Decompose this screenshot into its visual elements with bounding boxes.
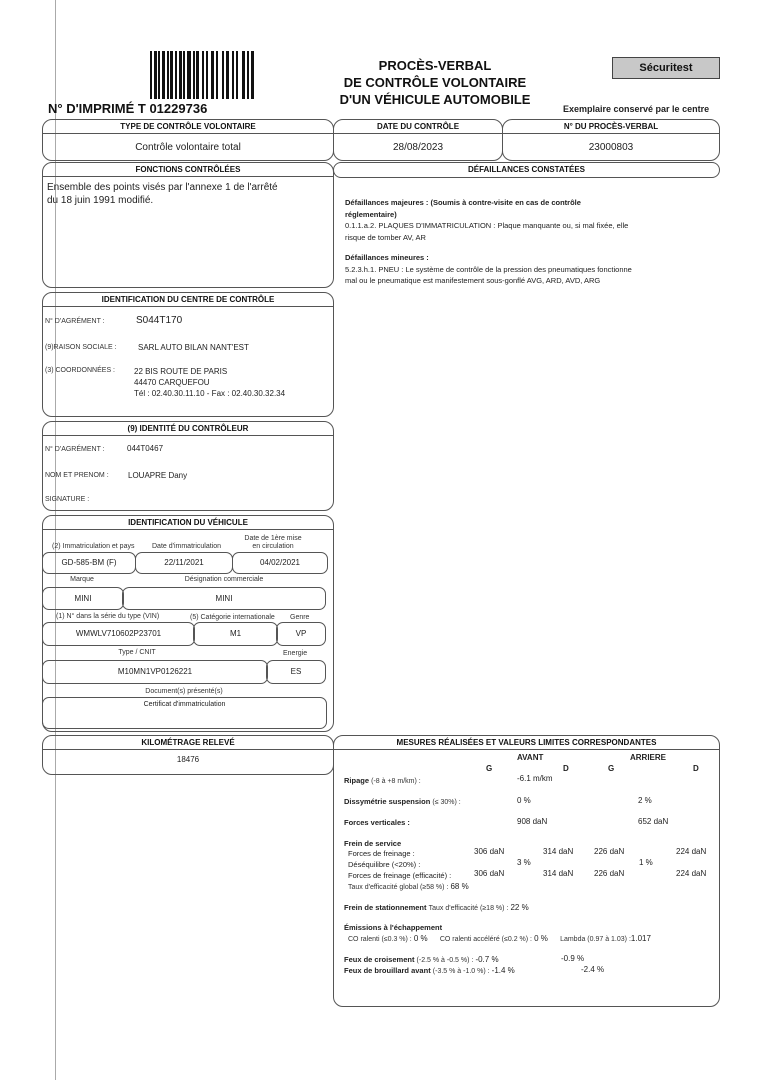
immat-label: (2) Immatriculation et pays (52, 543, 135, 550)
kilometrage-header: KILOMÉTRAGE RELEVÉ (43, 736, 333, 750)
documents-label: Document(s) présenté(s) (145, 688, 223, 695)
avant-g-label: G (486, 764, 493, 773)
majeures-item-line-1: 0.1.1.a.2. PLAQUES D'IMMATRICULATION : Plaque manquante ou, si mal fixée, elle (345, 221, 629, 230)
feux-croisement-row (344, 955, 499, 964)
premiere-mise-label-line-1: Date de 1ère mise (244, 535, 302, 542)
ripage-title: Ripage (344, 776, 370, 785)
forces-efficacite-label: Forces de freinage (efficacité) : (348, 871, 452, 880)
co-accelere-value: 0 % (534, 934, 548, 943)
controleur-nom-label: NOM ET PRENOM : (45, 472, 109, 479)
feux-brouillard-row (344, 966, 515, 975)
premiere-mise-label-line-2: en circulation (252, 543, 294, 550)
feux-croisement-gauche: -0.7 % (475, 955, 499, 964)
numero-pv-box (502, 119, 720, 161)
ripage-value: -6.1 m/km (517, 774, 553, 783)
defaillances-box (333, 162, 720, 178)
exemplaire-note: Exemplaire conservé par le centre (563, 104, 710, 114)
categorie-value: M1 (193, 622, 278, 646)
address-line-1: 22 BIS ROUTE DE PARIS (134, 367, 228, 376)
forces-efficacite-ard: 224 daN (676, 869, 707, 878)
forces-freinage-ard: 224 daN (676, 847, 707, 856)
fonctions-text-line-1: Ensemble des points visés par l'annexe 1 de l'arrêté (47, 182, 278, 193)
barcode (150, 51, 267, 99)
fonctions-box (42, 162, 334, 288)
dissymetrie-arriere: 2 % (638, 796, 652, 805)
signature-label: SIGNATURE : (45, 496, 90, 503)
avant-d-label: D (563, 764, 569, 773)
frein-stationnement-label: Taux d'efficacité (≥18 %) : (428, 905, 509, 912)
brand-badge: Sécuritest (612, 57, 720, 79)
type-controle-value: Contrôle volontaire total (135, 142, 241, 153)
forces-efficacite-arg: 226 daN (594, 869, 625, 878)
desequilibre-label: Déséquilibre (<20%) : (348, 860, 421, 869)
frein-service-title: Frein de service (344, 839, 402, 848)
dissymetrie-title: Dissymétrie suspension (344, 797, 431, 806)
co-accelere-label: CO ralenti accéléré (≤0.2 %) : (439, 936, 532, 943)
forces-verticales-arriere: 652 daN (638, 817, 669, 826)
date-controle-value: 28/08/2023 (392, 142, 444, 153)
taux-global-label: Taux d'efficacité global (≥58 %) : (348, 884, 449, 891)
numero-pv-header: N° DU PROCÈS-VERBAL (503, 120, 719, 134)
kilometrage-value: 18476 (176, 755, 200, 764)
arriere-g-label: G (608, 764, 615, 773)
vin-label: (1) N° dans la série du type (VIN) (56, 613, 160, 620)
energie-value: ES (266, 660, 326, 684)
controleur-agrement-value: 044T0467 (127, 444, 164, 453)
forces-freinage-avg: 306 daN (474, 847, 505, 856)
title-line-2: DE CONTRÔLE VOLONTAIRE (343, 75, 527, 90)
numero-pv-value: 23000803 (588, 142, 634, 153)
ripage-limits: (-8 à +8 m/km) : (371, 778, 421, 785)
genre-label: Genre (290, 614, 310, 621)
mineures-item-line-2: mal ou le pneumatique est manifestement sous-gonflé AVG, ARD, AVD, ARG (345, 276, 601, 285)
co-ralenti-value: 0 % (413, 934, 428, 943)
majeures-title-2: réglementaire) (345, 209, 397, 219)
forces-freinage-label: Forces de freinage : (348, 849, 415, 858)
marque-value: MINI (42, 587, 124, 610)
premiere-mise-value: 04/02/2021 (232, 552, 328, 574)
dissymetrie-row (344, 797, 461, 806)
ripage-row (344, 776, 421, 785)
type-controle-box (42, 119, 334, 161)
feux-croisement-limits: (-2.5 % à -0.5 %) : (416, 957, 474, 964)
arriere-label: ARRIERE (630, 753, 667, 762)
cnit-value: M10MN1VP0126221 (42, 660, 268, 684)
feux-brouillard-droite: -2.4 % (581, 965, 605, 974)
arriere-d-label: D (693, 764, 699, 773)
co-ralenti-label: CO ralenti (≤0.3 %) : (348, 936, 412, 943)
dissymetrie-limits: (≤ 30%) : (432, 799, 461, 806)
type-controle-header: TYPE DE CONTRÔLE VOLONTAIRE (43, 120, 333, 134)
mineures-title: Défaillances mineures : (345, 253, 429, 262)
coordonnees-label: (3) COORDONNÉES : (45, 367, 116, 374)
frein-stationnement-row (344, 903, 529, 912)
forces-freinage-arg: 226 daN (594, 847, 625, 856)
defaillances-header: DÉFAILLANCES CONSTATÉES (467, 165, 586, 174)
designation-label: Désignation commerciale (184, 576, 264, 583)
vehicule-header: IDENTIFICATION DU VÉHICULE (43, 516, 333, 530)
taux-global-value: 68 % (450, 882, 469, 891)
categorie-label: (5) Catégorie internationale (190, 614, 275, 621)
date-controle-header: DATE DU CONTRÔLE (334, 120, 502, 134)
premiere-mise-label (238, 535, 308, 551)
emissions-row (348, 934, 651, 943)
fonctions-header: FONCTIONS CONTRÔLÉES (43, 163, 333, 177)
fonctions-text-line-2: du 18 juin 1991 modifié. (47, 195, 154, 206)
title-line-3: D'UN VÉHICULE AUTOMOBILE (339, 92, 531, 107)
date-immat-label: Date d'immatriculation (152, 543, 222, 550)
centre-agrement-value: S044T170 (136, 315, 183, 326)
energie-label: Energie (283, 650, 308, 657)
feux-brouillard-limits: (-3.5 % à -1.0 %) : (432, 968, 490, 975)
dissymetrie-avant: 0 % (517, 796, 531, 805)
documents-value: Certificat d'immatriculation (42, 697, 327, 729)
kilometrage-box (42, 735, 334, 775)
cnit-label: Type / CNIT (118, 649, 156, 656)
raison-sociale-value: SARL AUTO BILAN NANT'EST (138, 343, 249, 352)
address-line-2: 44470 CARQUEFOU (134, 378, 210, 387)
imprime-number: N° D'IMPRIMÉ T 01229736 (48, 101, 208, 116)
marque-label: Marque (70, 576, 94, 583)
forces-freinage-avd: 314 daN (543, 847, 574, 856)
feux-brouillard-gauche: -1.4 % (491, 966, 515, 975)
centre-agrement-label: N° D'AGRÉMENT : (45, 318, 105, 325)
raison-sociale-label: (9)RAISON SOCIALE : (45, 344, 117, 351)
defaillances-content (345, 197, 715, 287)
phone-fax: Tél : 02.40.30.11.10 - Fax : 02.40.30.32.34 (134, 389, 286, 398)
controleur-header: (9) IDENTITÉ DU CONTRÔLEUR (43, 422, 333, 436)
forces-efficacite-avd: 314 daN (543, 869, 574, 878)
controleur-nom-value: LOUAPRE Dany (128, 471, 188, 480)
mineures-item-line-1: 5.2.3.h.1. PNEU : Le système de contrôle de la pression des pneumatiques fonctionne (345, 264, 632, 274)
lambda-label: Lambda (0.97 à 1.03) : (560, 936, 631, 943)
title-line-1: PROCÈS-VERBAL (378, 58, 492, 73)
avant-label: AVANT (517, 753, 544, 762)
immat-value: GD-585-BM (F) (42, 552, 136, 574)
frein-stationnement-title: Frein de stationnement (344, 903, 427, 912)
date-controle-box (333, 119, 503, 161)
majeures-title: Défaillances majeures : (Soumis à contre-visite en cas de contrôle (345, 198, 581, 207)
forces-efficacite-avg: 306 daN (474, 869, 505, 878)
forces-verticales-label: Forces verticales : (344, 818, 410, 827)
forces-verticales-avant: 908 daN (517, 817, 548, 826)
controleur-agrement-label: N° D'AGRÉMENT : (45, 446, 105, 453)
lambda-value: 1.017 (630, 934, 651, 943)
feux-brouillard-title: Feux de brouillard avant (344, 966, 431, 975)
mesures-header: MESURES RÉALISÉES ET VALEURS LIMITES CORRESPONDANTES (334, 736, 719, 750)
date-immat-value: 22/11/2021 (135, 552, 233, 574)
designation-value: MINI (122, 587, 326, 610)
majeures-item-line-2: risque de tomber AV, AR (345, 232, 426, 242)
coordonnees-value (134, 366, 285, 399)
vin-value: WMWLV710602P23701 (42, 622, 195, 646)
frein-stationnement-value: 22 % (510, 903, 529, 912)
document-title (330, 57, 540, 108)
desequilibre-avant: 3 % (517, 858, 531, 867)
feux-croisement-droite: -0.9 % (561, 954, 585, 963)
genre-value: VP (276, 622, 326, 646)
taux-global-row (348, 882, 469, 891)
emissions-title: Émissions à l'échappement (344, 923, 443, 932)
desequilibre-arriere: 1 % (639, 858, 653, 867)
centre-header: IDENTIFICATION DU CENTRE DE CONTRÔLE (43, 293, 333, 307)
feux-croisement-title: Feux de croisement (344, 955, 415, 964)
